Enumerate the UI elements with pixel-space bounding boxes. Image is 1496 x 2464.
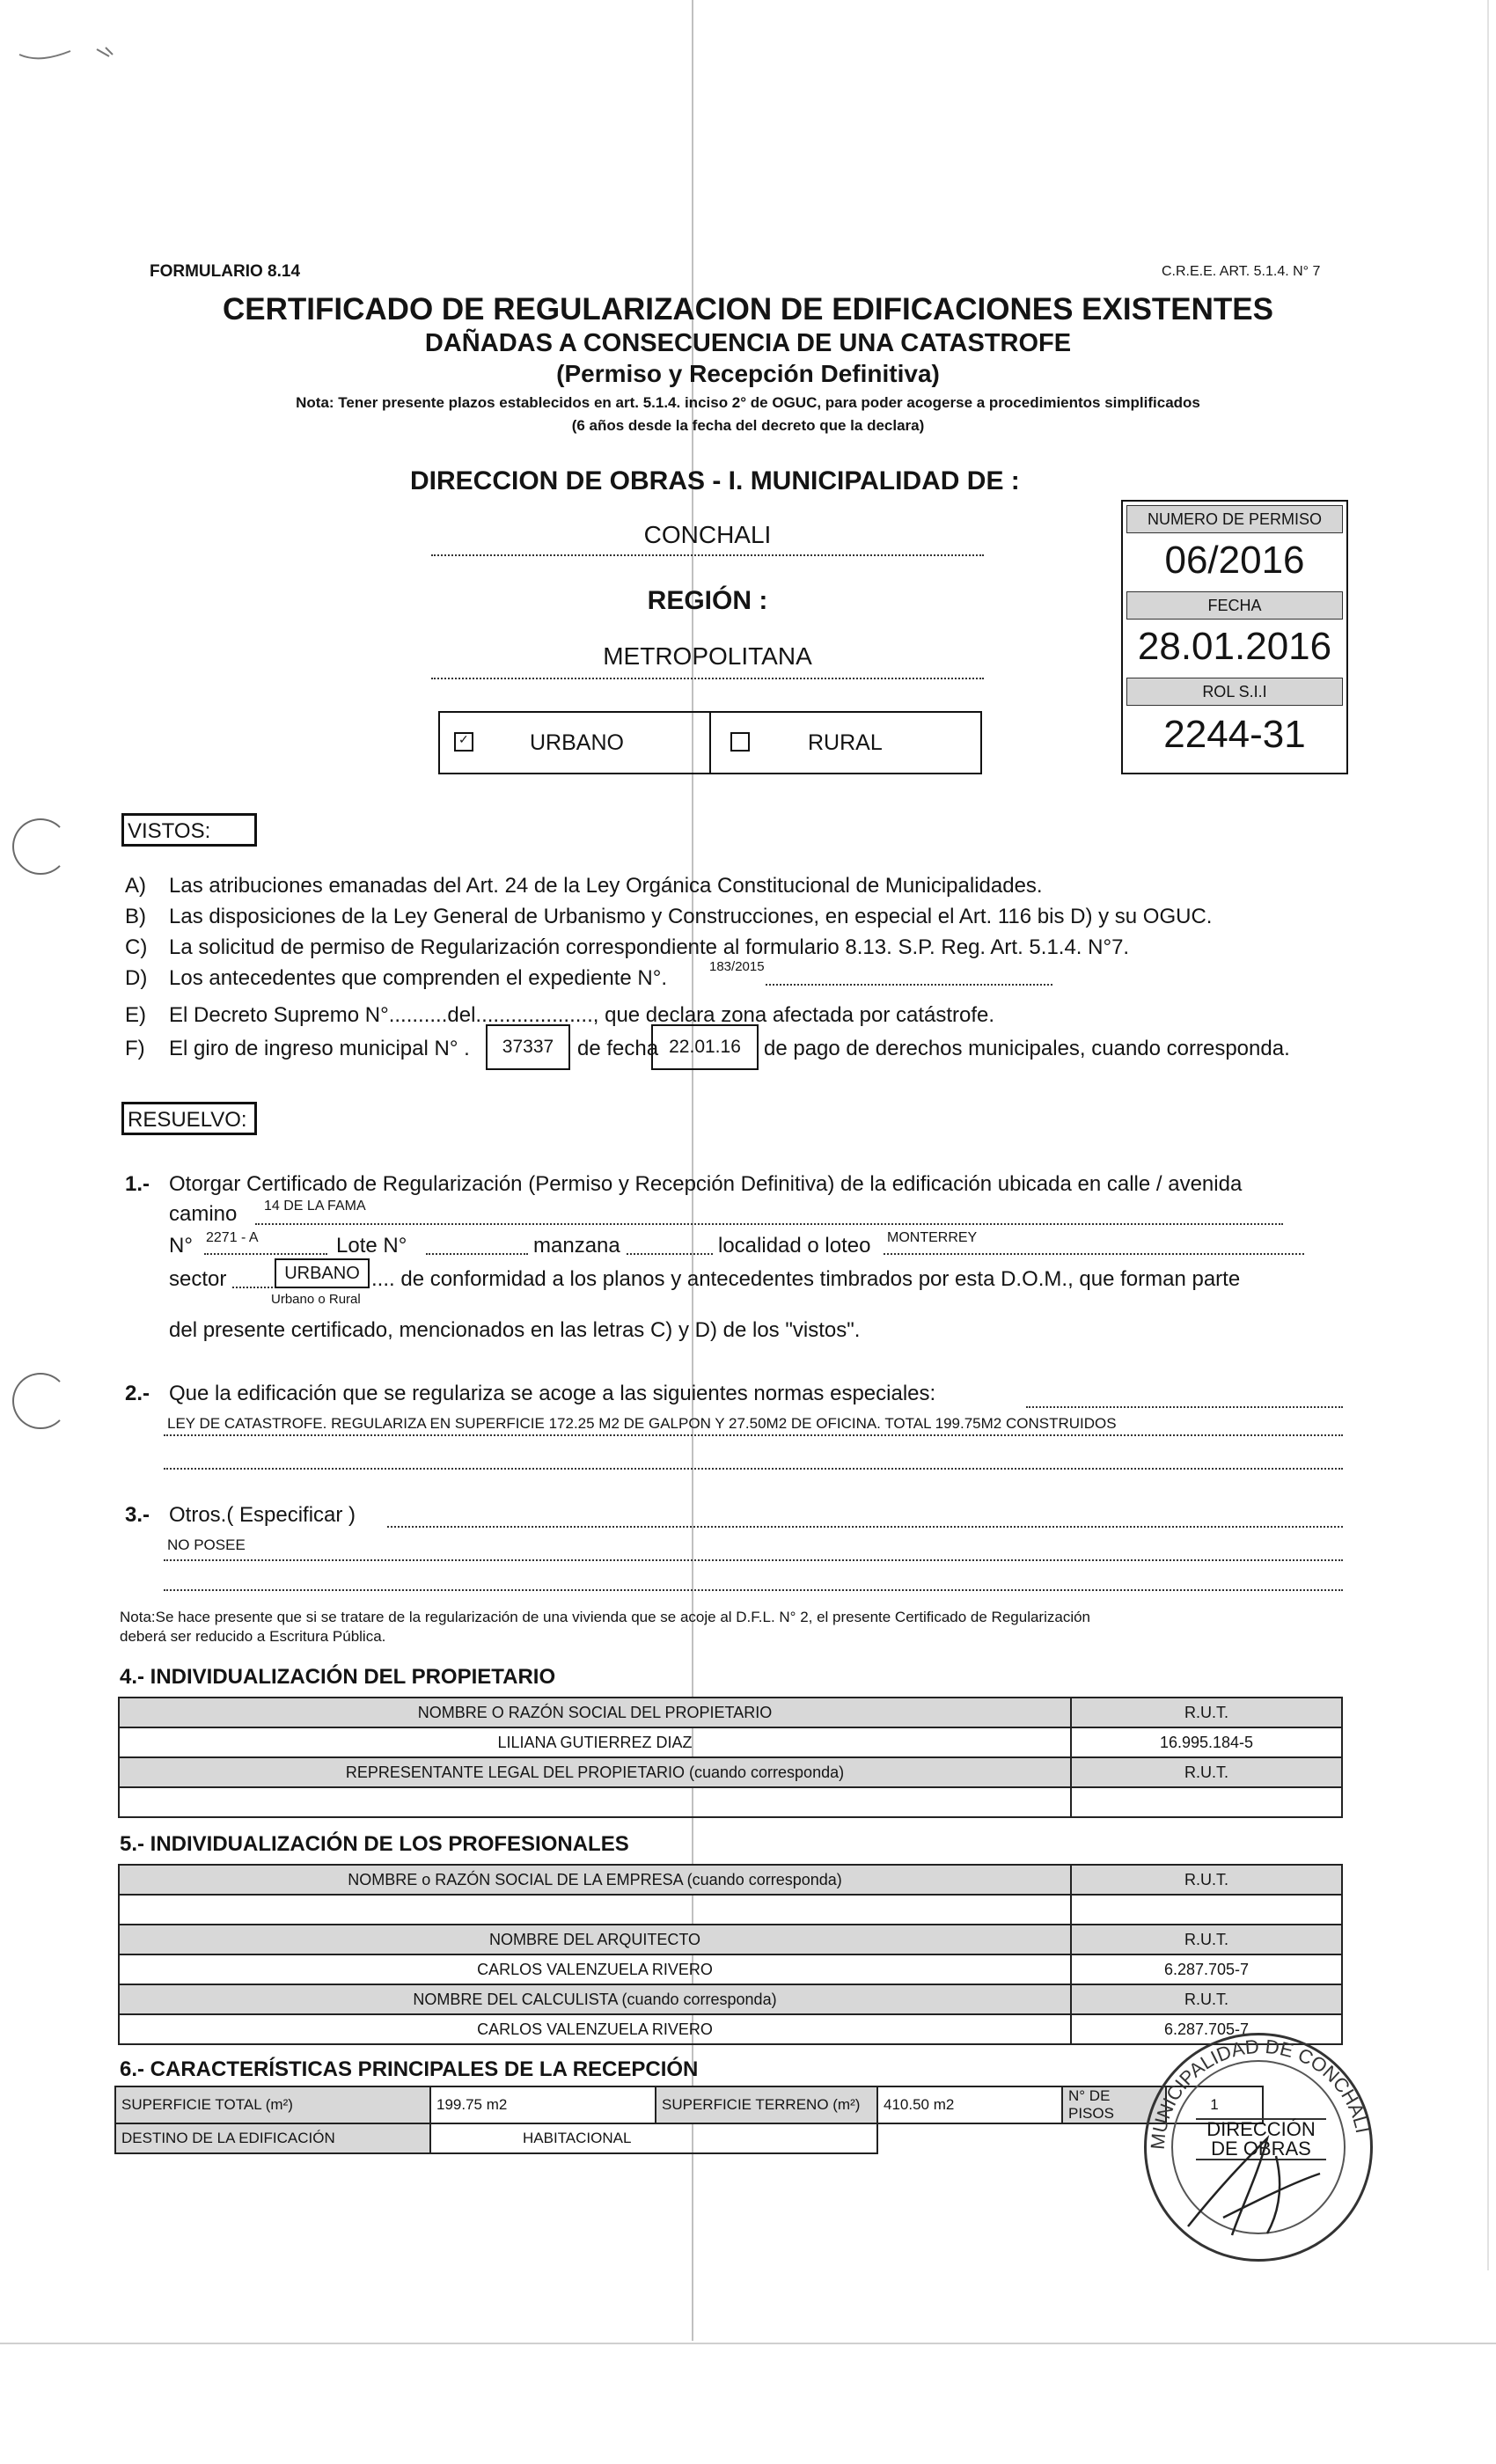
paper-fold-horizontal <box>0 2343 1496 2344</box>
urbano-label: URBANO <box>530 730 624 755</box>
vistos-letter: C) <box>125 935 148 959</box>
pisos-value: 1 <box>1166 2086 1263 2123</box>
dotted-line <box>431 678 984 679</box>
rural-label: RURAL <box>808 730 883 755</box>
paragraph-number: 3.- <box>125 1503 150 1527</box>
municipality-name: CONCHALI <box>643 521 772 548</box>
sector-hint: Urbano o Rural <box>271 1292 361 1307</box>
permit-number: 06/2016 <box>1164 539 1305 582</box>
table-row <box>119 1895 1342 1925</box>
localidad-label: localidad o loteo <box>718 1234 871 1258</box>
sector-box <box>275 1258 370 1288</box>
dotted-line <box>884 1253 1304 1255</box>
resuelvo-heading-box <box>121 1102 257 1135</box>
vistos-letter: F) <box>125 1037 145 1060</box>
resuelvo-p1-line1: Otorgar Certificado de Regularización (Permiso y Recepción Definitiva) de la edificación ubicada en calle / avenida <box>169 1172 1243 1196</box>
dotted-line <box>255 1223 1283 1225</box>
section4-heading: 4.- INDIVIDUALIZACIÓN DEL PROPIETARIO <box>120 1665 556 1689</box>
lote-label: Lote N° <box>336 1234 407 1258</box>
street-value: 14 DE LA FAMA <box>264 1199 366 1214</box>
vistos-letter: A) <box>125 874 146 898</box>
dotted-line <box>164 1468 1343 1470</box>
numero-label: N° <box>169 1234 193 1258</box>
urbano-checkbox[interactable] <box>454 732 473 752</box>
destino-label: DESTINO DE LA EDIFICACIÓN <box>115 2123 430 2153</box>
dotted-line <box>164 1559 1343 1561</box>
region-label: REGIÓN : <box>647 586 768 615</box>
dotted-line <box>232 1287 273 1288</box>
giro-number: 37337 <box>502 1037 554 1057</box>
nota-line1: Nota:Se hace presente que si se tratare de la regularización de una vivienda que se acoje al D.F.L. N° 2, el presente Certificado de Regularización <box>120 1609 1090 1625</box>
giro-tail: de pago de derechos municipales, cuando corresponda. <box>764 1037 1290 1060</box>
permit-number-label: NUMERO DE PERMISO <box>1126 505 1343 533</box>
region-name: METROPOLITANA <box>603 642 812 670</box>
rep-rut <box>1071 1787 1342 1817</box>
permit-date-label: FECHA <box>1126 591 1343 620</box>
manzana-label: manzana <box>533 1234 620 1258</box>
section5-heading: 5.- INDIVIDUALIZACIÓN DE LOS PROFESIONALES <box>120 1832 629 1856</box>
dotted-line <box>387 1526 1343 1528</box>
destino-value: HABITACIONAL <box>430 2123 877 2153</box>
document-subtitle: DAÑADAS A CONSECUENCIA DE UNA CATASTROFE <box>424 329 1072 357</box>
municipality-heading: DIRECCION DE OBRAS - I. MUNICIPALIDAD DE : <box>410 466 1020 495</box>
table-row <box>119 1787 1342 1817</box>
dotted-line <box>204 1253 327 1255</box>
dotted-line <box>766 984 1052 986</box>
punch-hole-icon <box>12 1373 69 1429</box>
architect-name: CARLOS VALENZUELA RIVERO <box>119 1954 1071 1984</box>
normas-especiales-value: LEY DE CATASTROFE. REGULARIZA EN SUPERFICIE 172.25 M2 DE GALPON Y 27.50M2 DE OFICINA. TOTAL 199.75M2 CONSTRUIDOS <box>167 1415 1117 1432</box>
paragraph-number: 2.- <box>125 1382 150 1405</box>
table-row <box>119 1727 1342 1757</box>
resuelvo-p1-last: del presente certificado, mencionados en las letras C) y D) de los "vistos". <box>169 1318 861 1342</box>
dotted-line <box>426 1253 528 1255</box>
urbano-box <box>438 711 711 774</box>
calculista-name: CARLOS VALENZUELA RIVERO <box>119 2014 1071 2044</box>
calculista-rut: 6.287.705-7 <box>1071 2014 1342 2044</box>
rural-checkbox[interactable] <box>730 732 750 752</box>
vistos-item-a: Las atribuciones emanadas del Art. 24 de la Ley Orgánica Constitucional de Municipalidades. <box>169 874 1043 898</box>
permit-box <box>1121 500 1348 774</box>
table-row <box>119 1865 1342 1895</box>
professionals-table <box>118 1864 1343 2045</box>
table-row <box>119 1925 1342 1954</box>
form-number: FORMULARIO 8.14 <box>150 262 301 281</box>
vistos-item-d: Los antecedentes que comprenden el expediente N°. <box>169 966 667 990</box>
vistos-item-b: Las disposiciones de la Ley General de Urbanismo y Construcciones, en especial el Art. 116 bis D) y su OGUC. <box>169 905 1213 928</box>
vistos-letter: D) <box>125 966 148 990</box>
owner-header: NOMBRE O RAZÓN SOCIAL DEL PROPIETARIO <box>119 1698 1071 1727</box>
sup-terreno-label: SUPERFICIE TERRENO (m²) <box>656 2086 877 2123</box>
calculista-header: NOMBRE DEL CALCULISTA (cuando corresponda) <box>119 1984 1071 2014</box>
architect-rut: 6.287.705-7 <box>1071 1954 1342 1984</box>
permit-date: 28.01.2016 <box>1137 625 1332 668</box>
owner-table <box>118 1697 1343 1818</box>
empty-cell <box>877 2123 1062 2153</box>
company-name <box>119 1895 1071 1925</box>
vistos-letter: B) <box>125 905 146 928</box>
owner-name: LILIANA GUTIERREZ DIAZ <box>119 1727 1071 1757</box>
vistos-item-f: El giro de ingreso municipal N° . <box>169 1037 470 1060</box>
paragraph-number: 1.- <box>125 1172 150 1196</box>
company-rut-header: R.U.T. <box>1071 1865 1342 1895</box>
vistos-heading: VISTOS: <box>128 819 211 843</box>
giro-number-box <box>486 1024 570 1070</box>
table-row <box>119 1757 1342 1787</box>
sector-label: sector <box>169 1267 227 1291</box>
signature-icon <box>1170 2121 1346 2244</box>
punch-hole-icon <box>12 818 69 875</box>
company-header: NOMBRE o RAZÓN SOCIAL DE LA EMPRESA (cuando corresponda) <box>119 1865 1071 1895</box>
document-subtitle-2: (Permiso y Recepción Definitiva) <box>556 360 940 387</box>
vistos-letter: E) <box>125 1003 146 1027</box>
vistos-heading-box <box>121 813 257 847</box>
dotted-line <box>431 554 984 556</box>
reception-table <box>114 2086 1264 2154</box>
rep-header: REPRESENTANTE LEGAL DEL PROPIETARIO (cuando corresponda) <box>119 1757 1071 1787</box>
dotted-line <box>164 1589 1343 1591</box>
table-row <box>119 1954 1342 1984</box>
resuelvo-heading: RESUELVO: <box>128 1108 247 1132</box>
check-icon: ✓ <box>458 732 469 746</box>
rol-value: 2244-31 <box>1163 713 1306 756</box>
resuelvo-p3-text: Otros.( Especificar ) <box>169 1503 356 1527</box>
loteo-value: MONTERREY <box>887 1230 978 1245</box>
rep-name <box>119 1787 1071 1817</box>
expediente-number: 183/2015 <box>709 959 765 974</box>
pen-mark-icon <box>18 35 123 70</box>
resuelvo-p2-text: Que la edificación que se regulariza se acoge a las siguientes normas especiales: <box>169 1382 936 1405</box>
stamp-top-text: MUNICIPALIDAD DE CONCHALI <box>1147 2035 1375 2151</box>
calculista-rut-header: R.U.T. <box>1071 1984 1342 2014</box>
camino-label: camino <box>169 1202 238 1226</box>
dotted-line <box>164 1434 1343 1436</box>
sector-value: URBANO <box>284 1264 360 1283</box>
section6-heading: 6.- CARACTERÍSTICAS PRINCIPALES DE LA RECEPCIÓN <box>120 2057 699 2081</box>
rep-rut-header: R.U.T. <box>1071 1757 1342 1787</box>
header-note-2: (6 años desde la fecha del decreto que la declara) <box>571 417 925 434</box>
giro-fecha-label: de fecha <box>577 1037 659 1060</box>
document-title: CERTIFICADO DE REGULARIZACION DE EDIFICACIONES EXISTENTES <box>223 292 1273 326</box>
header-note: Nota: Tener presente plazos establecidos en art. 5.1.4. inciso 2° de OGUC, para poder acogerse a procedimientos simplificados <box>296 394 1200 411</box>
sup-terreno-value: 410.50 m2 <box>877 2086 1062 2123</box>
otros-value: NO POSEE <box>167 1536 246 1553</box>
table-row <box>119 1698 1342 1727</box>
table-row <box>115 2123 1263 2153</box>
rol-label: ROL S.I.I <box>1126 678 1343 706</box>
pisos-label: N° DE PISOS <box>1062 2086 1166 2123</box>
dotted-line <box>1026 1406 1343 1408</box>
giro-fecha: 22.01.16 <box>669 1037 741 1057</box>
sector-tail: .... de conformidad a los planos y antecedentes timbrados por esta D.O.M., que forman parte <box>371 1267 1241 1291</box>
rural-box <box>709 711 982 774</box>
numero-value: 2271 - A <box>206 1230 259 1245</box>
company-rut <box>1071 1895 1342 1925</box>
giro-fecha-box <box>651 1024 759 1070</box>
vistos-item-e: El Decreto Supremo N°..........del...................., que declara zona afectada por catástrofe. <box>169 1003 995 1027</box>
rut-header: R.U.T. <box>1071 1698 1342 1727</box>
table-row <box>115 2086 1263 2123</box>
dotted-line <box>627 1253 713 1255</box>
architect-header: NOMBRE DEL ARQUITECTO <box>119 1925 1071 1954</box>
stamp-center-text: DIRECCIÓN DE OBRAS <box>1196 2118 1326 2160</box>
ref-code: C.R.E.E. ART. 5.1.4. N° 7 <box>1162 264 1321 279</box>
sup-total-value: 199.75 m2 <box>430 2086 656 2123</box>
sup-total-label: SUPERFICIE TOTAL (m²) <box>115 2086 430 2123</box>
owner-rut: 16.995.184-5 <box>1071 1727 1342 1757</box>
table-row <box>119 1984 1342 2014</box>
architect-rut-header: R.U.T. <box>1071 1925 1342 1954</box>
nota-line2: deberá ser reducido a Escritura Pública. <box>120 1628 386 1645</box>
vistos-item-c: La solicitud de permiso de Regularización correspondiente al formulario 8.13. S.P. Reg. Art. 5.1.4. N°7. <box>169 935 1130 959</box>
